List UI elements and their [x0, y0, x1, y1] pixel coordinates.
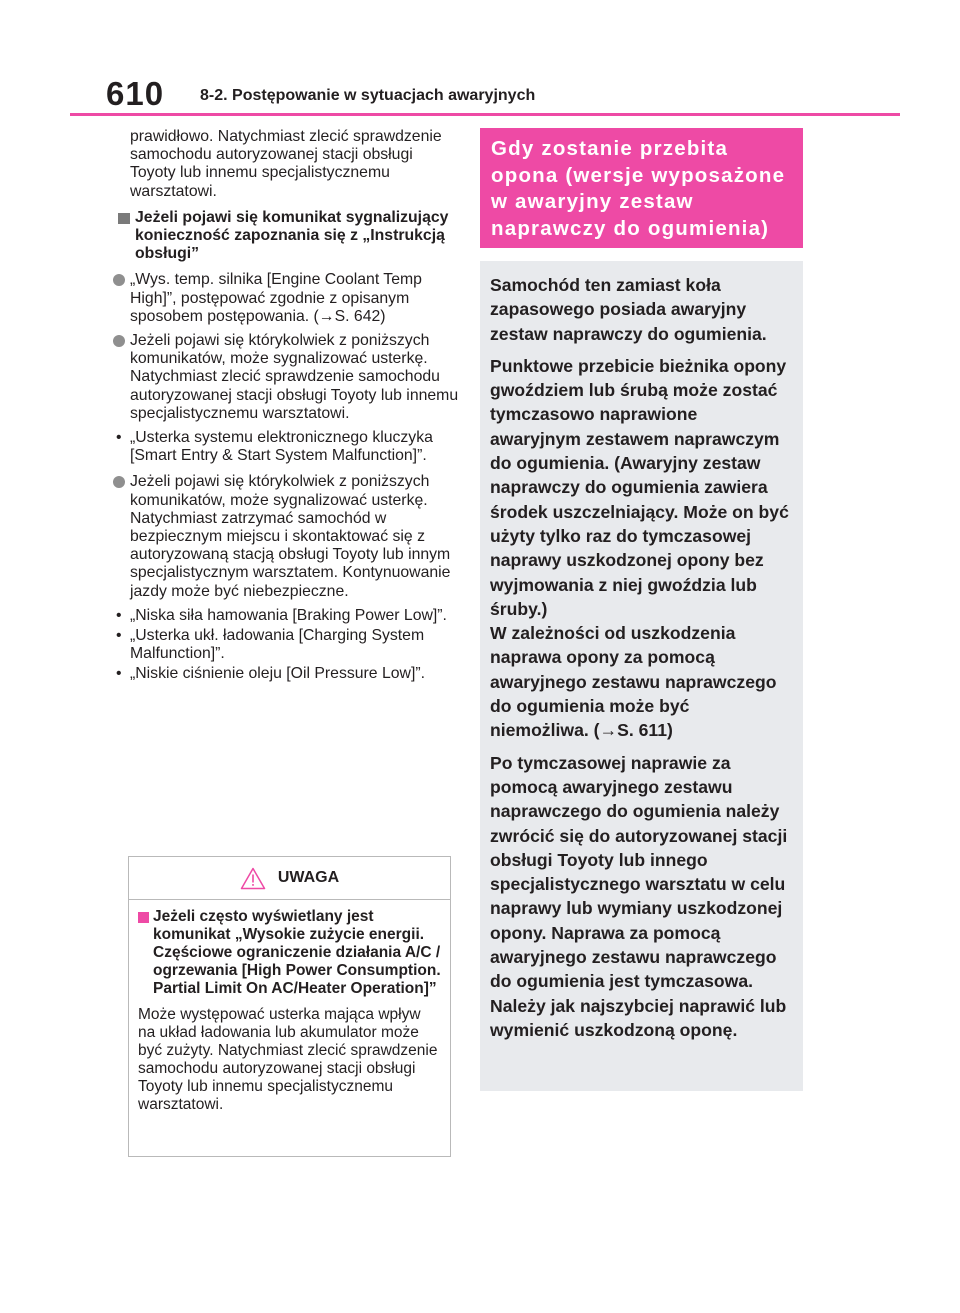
circle-bullet-icon: [113, 476, 125, 488]
page-header: [0, 0, 960, 120]
description-paragraph: Samochód ten zamiast koła zapasowego posiada awaryjny zestaw naprawczy do ogumienia.: [490, 275, 767, 344]
topic-title-box: Gdy zostanie przebita opona (wersje wyposażone w awaryjny zestaw naprawczy do ogumienia): [480, 128, 803, 248]
warning-header: [129, 857, 450, 900]
square-bullet-icon: [138, 912, 149, 923]
warning-heading-text: Jeżeli często wyświetlany jest komunikat „Wysokie zużycie energii. Częściowe ograniczenie działania A/C / ogrzewania [High Power Consumption. Partial Limit On AC/Heater Operation]”: [153, 908, 441, 997]
list-item: [130, 271, 460, 326]
description-paragraph: Punktowe przebicie bieżnika opony gwoździem lub śrubą może zostać tymczasowo naprawione awaryjnym zestawem naprawczym do ogumienia. (Awaryjny zestaw naprawczy do ogumienia zawiera środek uszczelniający. Może on być użyty tylko raz do tymczasowej naprawy uszkodzonej opony bez wyjmowania z niej gwoździa lub śruby.): [490, 355, 789, 619]
warning-heading: [138, 908, 441, 998]
list-item: [130, 332, 460, 423]
subsection-heading: [130, 209, 460, 264]
warning-box: [128, 856, 451, 1157]
sub-bullet: [116, 627, 460, 663]
square-bullet-icon: [118, 213, 130, 224]
page-number: 610: [106, 75, 165, 112]
warning-body: [129, 900, 450, 1114]
list-item-text: Jeżeli pojawi się którykolwiek z poniższych komunikatów, może sygnalizować usterkę. Natychmiast zlecić sprawdzenie samochodu autoryzowanej stacji obsługi Toyoty lub innemu specjalistycznemu warsztatowi.: [130, 332, 459, 422]
list-item-text: „Wys. temp. silnika [Engine Coolant Temp High]”, postępować zgodnie z opisanym sposobem postępowania. (→S. 642): [130, 271, 422, 325]
sub-bullet: [116, 665, 460, 683]
dot-bullet-icon: •: [116, 429, 122, 447]
section-title: 8-2. Postępowanie w sytuacjach awaryjnych: [200, 87, 536, 104]
circle-bullet-icon: [113, 335, 125, 347]
list-item-text: Jeżeli pojawi się którykolwiek z poniższych komunikatów, może sygnalizować usterkę. Natychmiast zatrzymać samochód w bezpiecznym miejscu i skontaktować się z autoryzowaną stacją obsługi Toyoty lub innym specjalistycznym warsztatem. Kontynuowanie jazdy może być niebezpieczne.: [130, 473, 451, 600]
dot-bullet-icon: •: [116, 665, 122, 683]
circle-bullet-icon: [113, 274, 125, 286]
sub-bullet-text: „Niska siła hamowania [Braking Power Low]”.: [130, 606, 447, 624]
sub-bullet-text: „Usterka ukł. ładowania [Charging System Malfunction]”.: [130, 627, 425, 663]
sub-bullet: [116, 429, 460, 465]
header-rule: [70, 113, 900, 116]
intro-paragraph: prawidłowo. Natychmiast zlecić sprawdzenie samochodu autoryzowanej stacji obsługi Toyoty lub innemu specjalistycznemu warsztatowi.: [130, 128, 442, 200]
sub-bullet: [116, 606, 460, 625]
warning-triangle-icon: [240, 867, 266, 890]
subsection-heading-text: Jeżeli pojawi się komunikat sygnalizujący konieczność zapoznania się z „Instrukcją obsługi”: [135, 208, 449, 263]
warning-title: UWAGA: [277, 869, 340, 886]
dot-bullet-icon: •: [116, 606, 122, 624]
dot-bullet-icon: •: [116, 627, 122, 645]
sub-bullet-text: „Niskie ciśnienie oleju [Oil Pressure Low]”.: [130, 665, 425, 683]
description-paragraph: W zależności od uszkodzenia naprawa opony za pomocą awaryjnego zestawu naprawczego do ogumienia może być niemożliwa. (→S. 611): [490, 623, 777, 741]
topic-description-box: [480, 261, 803, 1091]
warning-text: Może występować usterka mająca wpływ na układ ładowania lub akumulator może być zużyty. Natychmiast zlecić sprawdzenie samochodu autoryzowanej stacji obsługi Toyoty lub innemu specjalistycznemu warsztatowi.: [138, 1006, 438, 1113]
list-item: [130, 473, 460, 600]
left-column: [116, 128, 460, 686]
sub-bullet-text: „Usterka systemu elektronicznego kluczyka [Smart Entry & Start System Malfunction]”.: [130, 429, 433, 465]
description-paragraph: Po tymczasowej naprawie za pomocą awaryjnego zestawu naprawczego do ogumienia należy zwrócić się do autoryzowanej stacji obsługi Toyoty lub innego specjalistycznego warsztatu w celu naprawy lub wymiany uszkodzonej opony. Naprawa za pomocą awaryjnego zestawu naprawczego do ogumienia jest tymczasowa. Należy jak najszybciej naprawić lub wymienić uszkodzoną oponę.: [490, 752, 788, 1040]
